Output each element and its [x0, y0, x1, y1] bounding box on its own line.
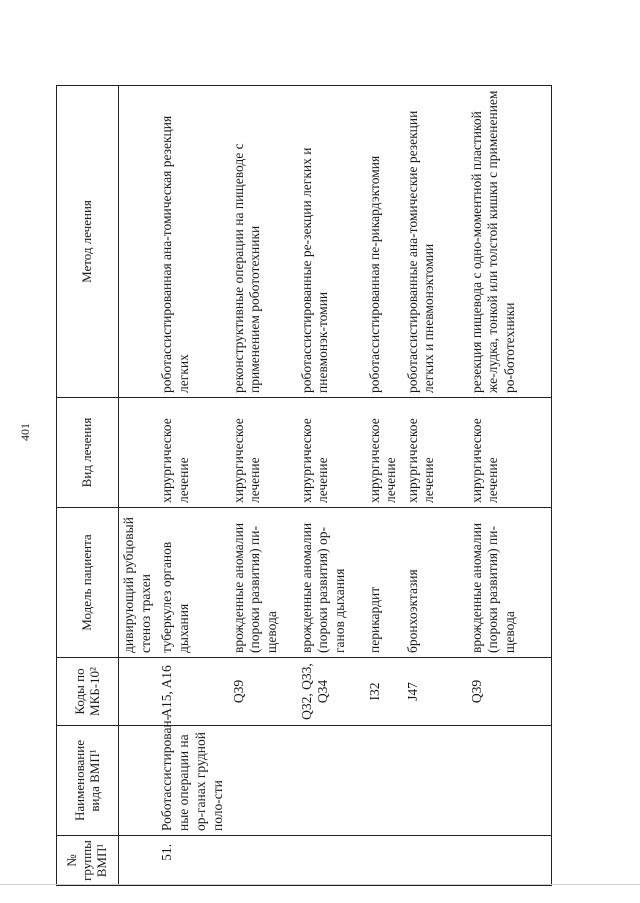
cell-vmp-name [119, 726, 158, 836]
cell-treatment-method: реконструктивные операции на пищеводе с применением робототехники [229, 86, 297, 398]
header-patient-model: Модель пациента [57, 508, 119, 658]
cell-vmp-name [229, 726, 297, 836]
cell-vmp-name [467, 726, 552, 836]
cell-group-no [467, 836, 552, 886]
cell-icd-code: Q39 [229, 658, 297, 726]
table-row [467, 86, 552, 886]
header-vmp-name: Наименование вида ВМП¹ [57, 726, 119, 836]
cell-vmp-name: Роботассистирован-ные операции на ор-ганах грудной поло-сти [157, 726, 229, 836]
cell-patient-model: туберкулез органов дыхания [157, 508, 229, 658]
header-treatment-method: Метод лечения [57, 86, 119, 398]
cell-treatment-type: хирургическое лечение [403, 398, 467, 508]
table-row [119, 86, 158, 886]
header-group-no: № группы ВМП¹ [57, 836, 119, 886]
table-header-row [57, 86, 119, 886]
cell-vmp-name [297, 726, 365, 836]
cell-treatment-type: хирургическое лечение [467, 398, 552, 508]
cell-icd-code: A15, A16 [157, 658, 229, 726]
table-row [297, 86, 365, 886]
cell-icd-code: J47 [403, 658, 467, 726]
cell-vmp-name [365, 726, 403, 836]
table-row [365, 86, 403, 886]
cell-icd-code [119, 658, 158, 726]
header-icd-codes: Коды по МКБ-10² [57, 658, 119, 726]
scan-edge-line [0, 884, 640, 885]
cell-group-no [119, 836, 158, 886]
cell-group-no [297, 836, 365, 886]
cell-treatment-type: хирургическое лечение [229, 398, 297, 508]
cell-treatment-method: роботассистированные ана-томические резекции легких и пневмонэктомии [403, 86, 467, 398]
page-number: 401 [18, 423, 32, 441]
cell-treatment-type: хирургическое лечение [297, 398, 365, 508]
cell-group-no [365, 836, 403, 886]
cell-patient-model: врожденные аномалии (пороки развития) ор-ганов дыхания [297, 508, 365, 658]
cell-patient-model: перикардит [365, 508, 403, 658]
cell-patient-model: дивирующий рубцовый стеноз трахеи [119, 508, 158, 658]
cell-group-no [403, 836, 467, 886]
cell-patient-model: врожденные аномалии (пороки развития) пи-щевода [229, 508, 297, 658]
cell-group-no [229, 836, 297, 886]
cell-group-no: 51. [157, 836, 229, 886]
table-row [229, 86, 297, 886]
cell-patient-model: врожденные аномалии (пороки развития) пи-щевода [467, 508, 552, 658]
cell-icd-code: Q39 [467, 658, 552, 726]
header-treatment-type: Вид лечения [57, 398, 119, 508]
cell-vmp-name [403, 726, 467, 836]
cell-treatment-method: роботассистированная пе-рикардэктомия [365, 86, 403, 398]
cell-treatment-type: хирургическое лечение [365, 398, 403, 508]
rotated-table-container [56, 86, 576, 886]
cell-icd-code: Q32, Q33, Q34 [297, 658, 365, 726]
cell-treatment-method: роботассистированная ана-томическая резекция легких [157, 86, 229, 398]
vmp-table [56, 85, 552, 886]
cell-icd-code: I32 [365, 658, 403, 726]
cell-patient-model: бронхоэктазия [403, 508, 467, 658]
table-row [157, 86, 229, 886]
cell-treatment-type: хирургическое лечение [157, 398, 229, 508]
cell-treatment-method: резекция пищевода с одно-моментной пластикой же-лудка, тонкой или толстой кишки с применением ро-бототехники [467, 86, 552, 398]
cell-treatment-type [119, 398, 158, 508]
table-row [403, 86, 467, 886]
cell-treatment-method: роботассистированные ре-зекции легких и пневмонэк-томии [297, 86, 365, 398]
cell-treatment-method [119, 86, 158, 398]
